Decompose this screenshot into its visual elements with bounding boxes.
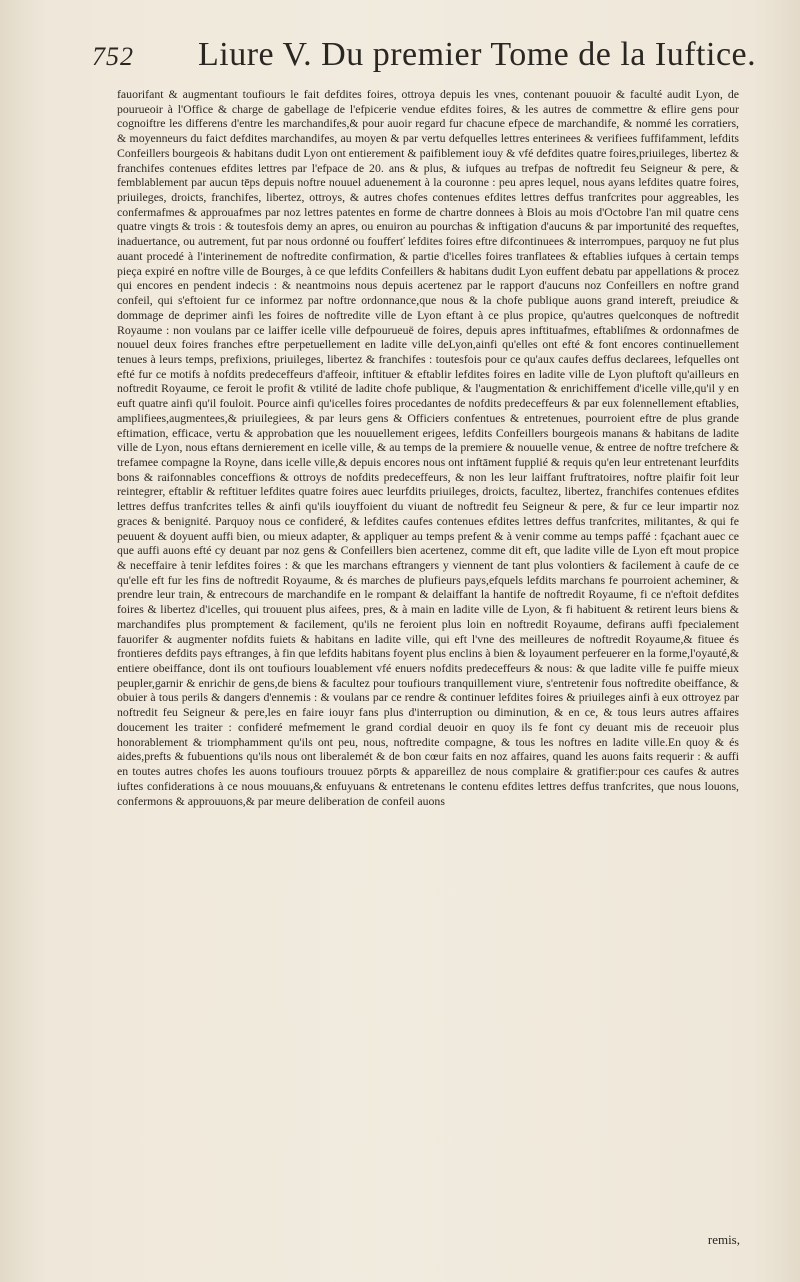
body-text xyxy=(117,87,739,808)
body-paragraph: fauorifant & augmentant toufiours le fait defdites foires, ottroya depuis les vnes, contenant pouuoir & faculté audit Lyon, de pourueoir à l'Office & charge de gabellage de l'efpicerie vendue efdites foires, & les autres de commettre & eflire gens pour cognoiftre les differens d'entre les marchandifes,& pour auoir regard fur chacune efpece de marchandife, & nommé les corratiers, & moyenneurs du faict defdites marchandifes, au moyen & par vertu defquelles lettres enterinees & verifiees fuffifamment, lefdits Confeillers bourgeois & habitans dudit Lyon ont entierement & paifiblement iouy & vfé defdites quatre foires,priuileges, libertez & franchifes contenues efdites lettres par l'efpace de 20. ans & plus, & iufques au trefpas de noftredit feu Seigneur & pere, & femblablement par aucun tēps depuis noftre nouuel aduenement à la couronne : peu apres lequel, nous ayans lefdites quatre foires, priuileges, droicts, franchifes, libertez, ottroys, & autres chofes contenues efdites lettres deffus tranfcrites pour aggreables, les confermafmes & approuafmes par noz lettres patentes en forme de chartre donnees à Blois au mois d'Octobre l'an mil quatre cens quatre vingts & trois : & toutesfois demy an apres, ou enuiron au pourchas & inftigation d'aucuns & par importunité des requeftes, inaduertance, ou autrement, fut par nous ordonné ou foufferť lefdites foires eftre difcontinuees & interrompues, parquoy ne fut plus auant procedé à l'interinement de noftredite confirmation, & partie d'icelles foires tranflatees & eftablies iufques à certain temps pieça expiré en noftre ville de Bourges, à ce que lefdits Confeillers & habitans dudit Lyon euffent debatu par appellations & procez qui encores en pendent indecis : & neantmoins nous depuis acertenez par le rapport d'aucuns noz Confeillers en noftre grand confeil, qui s'eftoient fur ce informez par noftre ordonnance,que nous & la chofe publique auons grand intereft, preiudice & dommage de deprimer ainfi les foires de noftredite ville de Lyon eftant à ce plus propice, qu'autres quelconques de noftredit Royaume : non voulans par ce laiffer icelle ville defpourueuë de foires, depuis apres inftituafmes, eftabliſmes & ordonnafmes de nouuel deux foires franches eftre perpetuellement en ladite ville deLyon,ainfi qu'elles ont efté & font encores continuellement tenues à leurs temps, prefixions, priuileges, libertez & franchifes : toutesfois pour ce qu'aux caufes deffus declarees, lefquelles ont efté fur ce motifs à nofdits predeceffeurs d'affeoir, inftituer & eftablir lefdites foires en ladite ville de Lyon pluftoft qu'ailleurs en noftredit Royaume, ce feroit le profit & vtilité de ladite chofe publique, & l'augmentation & enrichiffement d'icelle ville,qu'il y en euft quatre ainfi qu'il fouloit. Pource ainfi qu'icelles foires procedantes de nofdits predeceffeurs & par eux folennellement eftablies, amplifiees,augmentees,& priuilegiees, & par leurs gens & Officiers confentues & entretenues, pourroient eftre de plus grande eftimation, efficace, vertu & approbation que les nouuellement erigees, lefdits Confeillers bourgeois manans & habitans de ladite ville de Lyon, nous eftans dernierement en icelle ville, & au temps de la premiere & nouuelle venue, & entree de noftre trefchere & trefamee compagne la Royne, dans icelle ville,& depuis encores nous ont inftāment fupplié & requis qu'en leur entretenant leurfdits bons & raifonnables conceffions & ottroys de nofdits predeceffeurs, & non les leur laiffant fruftratoires, noftre plaifir foit leur reintegrer, eftablir & reftituer lefdites quatre foires auec leurfdits priuileges, droicts, facultez, libertez, franchifes contenues efdites lettres deffus tranfcrites telles & ainfi qu'ils iouyffoient du viuant de noftredit feu Seigneur & pere, & fur ce leur impartir noz graces & benignité. Parquoy nous ce confideré, & lefdites caufes contenues efdites lettres deffus tranfcrites, militantes, & qui fe peuuent & doyuent auffi bien, ou mieux adapter, & appliquer au temps prefent & à venir comme au temps paffé : fçachant auec ce que auffi auons efté cy deuant par noz gens & Confeillers bien acertenez, comme dit eft, que ladite ville de Lyon eft mout propice & neceffaire à tenir lefdites foires : & que les marchans eftrangers y viennent de tant plus volontiers & facilement à caufe de ce qu'elle eft fur les fins de noftredit Royaume, & és marches de plufieurs pays,efquels lefdits marchans fe pourroient acheminer, & prendre leur train, & entrecours de marchandife en le rompant & delaiffant la hantife de noftredit Royaume, fi ce n'eftoit defdites foires & libertez d'icelles, qui trouuent plus aifees, pres, & à main en ladite ville de Lyon, & fi habituent & retirent leurs biens & marchandifes plus promptement & facilement, qu'ils ne feroient plus loin en noftredit Royaume, defirans auffi fpecialement fauorifer & augmenter nofdits fuiets & habitans en ladite ville, qui eft l'vne des meilleures de noftredit Royaume,& fituee és frontieres defdits pays eftranges, à fin que lefdits habitans foyent plus enclins à bien & loyaument perfeuerer en la forme,l'oyauté,& entiere obeiffance, dont ils ont toufiours louablement vfé enuers nofdits predeceffeurs & nous: & que ladite ville fe puiffe mieux peupler,garnir & enrichir de gens,de biens & facultez pour toufiours tranquillement viure, s'entretenir fous noftredite obeiffance, & obuier à tous perils & dangers d'ennemis : & voulans par ce rendre & continuer lefdites foires & priuileges ainfi à eux ottroyez par noftredit feu Seigneur & pere,les en faire iouyr fans plus d'interruption ou diminution, & en ce, & tous leurs autres affaires doucement les traiter : confideré mefmement le grand cordial deuoir en quoy ils fe font cy deuant mis de receuoir plus honorablement & triomphamment qu'ils ont peu, nous, noftredite compagne, & tous les noftres en ladite ville.En quoy & és aides,prefts & fubuentions qu'ils nous ont liberalemét & de bon cœur faits en noz affaires, quand les auons faits requerir : & auffi en toutes autres chofes les auons toufiours trouuez pōrpts & appareillez de nous complaire & gratifier:pour ces caufes & autres iuftes confiderations à ce nous mouuans,& enfuyuans & entretenans le contenu efdites lettres deffus tranfcrites, que nous louons, confermons & approuuons,& par meure deliberation de confeil auons xyxy=(117,87,739,808)
page-number: 752 xyxy=(92,42,134,71)
running-title: Liure V. Du premier Tome de la Iuftice. xyxy=(198,36,757,73)
catchword: remis, xyxy=(707,1232,740,1247)
running-head xyxy=(80,36,757,76)
